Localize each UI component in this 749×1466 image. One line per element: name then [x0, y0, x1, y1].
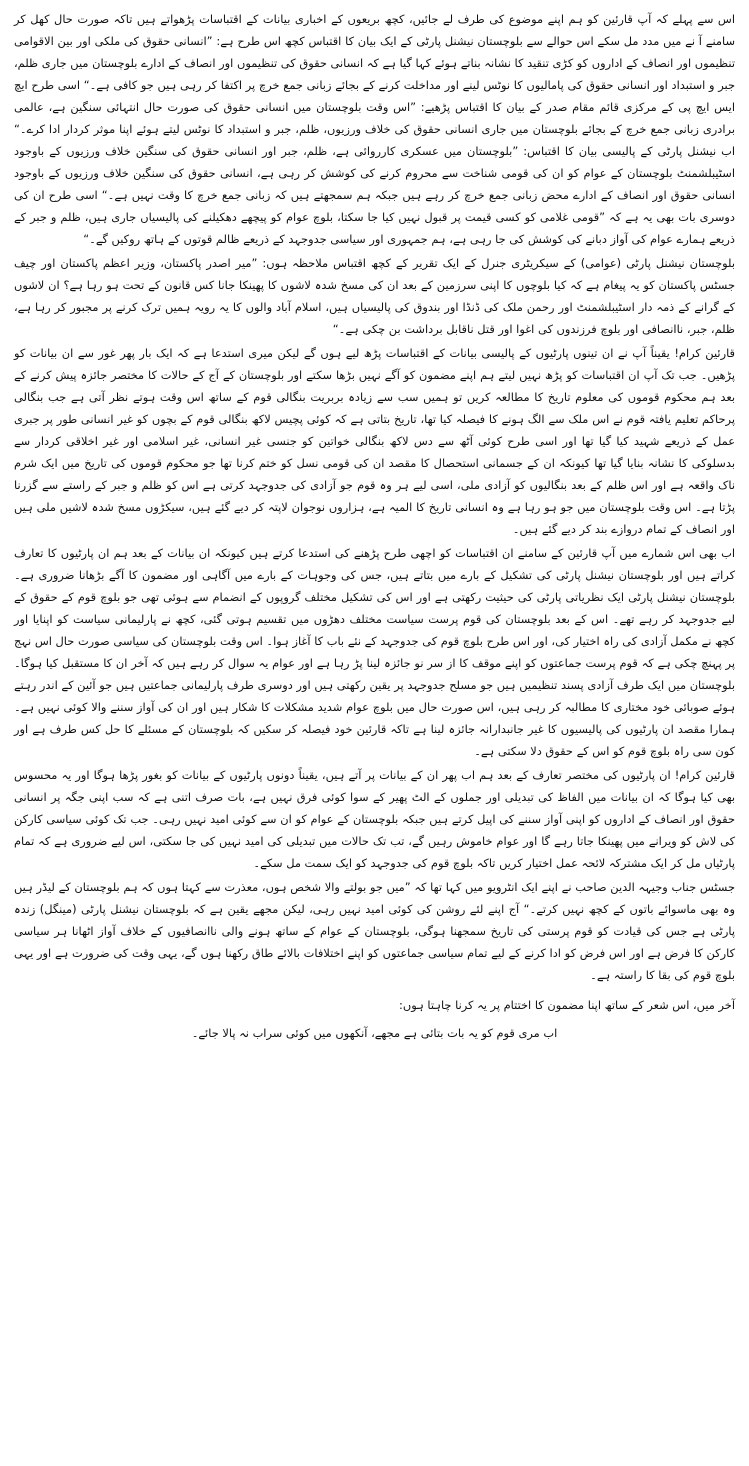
article-paragraph: جسٹس جناب وجیہہ الدین صاحب نے اپنے ایک انٹرویو میں کہا تھا کہ ”میں جو بولتے والا شخص ہوں، معذرت سے کہتا ہوں کہ ہم بلوچستان کے لیڈر ہیں وہ بھی ماسوائے باتوں کے کچھ نہیں کرتے۔“ آج اپنے لئے روشن کی کوئی امید نہیں رہی، لیکن مجھے یقین ہے کہ بلوچستان نیشنل پارٹی (مینگل) زندہ پارٹی ہے جس کی قیادت کو قوم پرستی کی تاریخ سمجھنا ہوگی، بلوچستان کے عوام کے ساتھ ہونے والی ناانصافیوں کے خلاف آواز اٹھانا ہر سیاسی کارکن کا فرض ہے اور اس فرض کو ادا کرنے کے لیے تمام سیاسی جماعتوں کو اپنے اختلافات بالائے طاق رکھنا ہوں گے، یہی وقت کی ضرورت ہے اور یہی بلوچ قوم کی بقا کا راستہ ہے۔ [14, 880, 735, 982]
closing-verse: اب مری قوم کو یہ بات بتائی ہے مجھے، آنکھوں میں کوئی سراب نہ پالا جائے۔ [191, 1026, 558, 1040]
article-paragraph: اس سے پہلے کہ آپ قارئین کو ہم اپنے موضوع کی طرف لے جائیں، کچھ بریعوں کے اخباری بیانات کے اقتباسات پڑھواتے ہیں تاکہ صورت حال کھل کر سامنے آ نے میں مدد مل سکے اس حوالے سے بلوچستان نیشنل پارٹی کے ایک بیان کا اقتباس کچھ اس طرح ہے: ”انسانی حقوق کی ملکی اور بین الاقوامی تنظیموں اور انصاف کے اداروں کو کڑی تنقید کا نشانہ بناتے ہوئے کہا گیا ہے کہ انسانی حقوق کی تنظیموں اور انصاف کے ادارے بلوچستان میں جاری ظلم، جبر و استبداد اور انسانی حقوق کی پامالیوں کا نوٹس لینے اور مداخلت کرنے کے بجائے زبانی جمع خرچ پر اکتفا کر رہی ہیں جو کافی ہے۔“ اسی طرح ایچ ایس ایچ پی کے مرکزی قائم مقام صدر کے بیان کا اقتباس پڑھیے: ”اس وقت بلوچستان میں انسانی حقوق کی صورت حال انتہائی سنگین ہے، عالمی برادری زبانی جمع خرچ کے بجائے بلوچستان میں جاری انسانی حقوق کی خلاف ورزیوں، ظلم، جبر و استبداد کا نوٹس لیتے ہوئے اپنا موثر کردار ادا کرے۔“ اب نیشنل پارٹی کے پالیسی بیان کا اقتباس: ”بلوچستان میں عسکری کارروائی ہے، ظلم، جبر اور انسانی حقوق کی سنگین خلاف ورزیوں کے باوجود اسٹیبلشمنٹ بلوچستان کے عوام کو ان کی قومی شناخت سے محروم کرنے کی کوشش کر رہی ہے، انسانی حقوق کی سنگین خلاف ورزیوں کے باوجود انسانی حقوق اور انصاف کے ادارے محض زبانی جمع خرچ کر رہے ہیں جبکہ ہم سمجھتے ہیں کہ زبانی جمع خرچ کا وقت نہیں ہے۔“ اسی طرح ان کی دوسری بات بھی یہ ہے کہ ”قومی غلامی کو کسی قیمت پر قبول نہیں کیا جا سکتا، بلوچ عوام کو پیچھے دھکیلنے کی پالیسیاں جاری ہیں، ظلم و جبر کے ذریعے ہمارے عوام کی آواز دبانے کی کوشش کی جا رہی ہے، ہم جمہوری اور سیاسی جدوجہد کے ذریعے ظالم قوتوں کے ہاتھ روکیں گے۔“ [14, 12, 735, 246]
article-paragraph: اب بھی اس شمارے میں آپ قارئین کے سامنے ان اقتباسات کو اچھی طرح پڑھنے کی استدعا کرتے ہیں کیونکہ ان بیانات کے بعد ہم ان پارٹیوں کا تعارف کراتے ہیں اور بلوچستان نیشنل پارٹی کی تشکیل کے بارے میں بتاتے ہیں، جس کی وجوہات کے بارے میں آگاہی اور مضمون کا آگے بڑھانا ضروری ہے۔ بلوچستان نیشنل پارٹی ایک نظریاتی پارٹی کی حیثیت رکھتی ہے اور اس کی تشکیل مختلف گروپوں کے انضمام سے ہوئی تھی جو بلوچ قوم کے حقوق کے لیے جدوجہد کر رہے تھے۔ اس کے بعد بلوچستان کی قوم پرست سیاست مختلف دھڑوں میں تقسیم ہوتی گئی، کچھ نے پارلیمانی سیاست کو اپنایا اور کچھ نے مکمل آزادی کی راہ اختیار کی، اور اس طرح بلوچ قوم کی جدوجہد کے نئے باب کا آغاز ہوا۔ اس وقت بلوچستان کی سیاسی صورت حال اس نہج پر پہنچ چکی ہے کہ قوم پرست جماعتوں کو اپنے موقف کا از سر نو جائزہ لینا پڑ رہا ہے اور عوام یہ سوال کر رہے ہیں کہ آخر ان کا مستقبل کیا ہوگا۔ بلوچستان میں ایک طرف آزادی پسند تنظیمیں ہیں جو مسلح جدوجہد پر یقین رکھتی ہیں اور دوسری طرف پارلیمانی جماعتیں ہیں جو آئین کے اندر رہتے ہوئے صوبائی خود مختاری کا مطالبہ کر رہی ہیں، اس صورت حال میں بلوچ عوام شدید مشکلات کا شکار ہیں اور ان کی آواز سننے والا کوئی نہیں ہے۔ ہمارا مقصد ان پارٹیوں کی پالیسیوں کا غیر جانبدارانہ جائزہ لینا ہے تاکہ قارئین خود فیصلہ کر سکیں کہ بلوچستان کے مسئلے کا حل کس طرف ہے اور کون سی راہ بلوچ قوم کو اس کے حقوق دلا سکتی ہے۔ [14, 546, 735, 758]
article-paragraph: قارئین کرام! ان پارٹیوں کی مختصر تعارف کے بعد ہم اب پھر ان کے بیانات پر آتے ہیں، یقیناً دونوں پارٹیوں کے بیانات کو بغور پڑھا ہوگا اور یہ محسوس بھی کیا ہوگا کہ ان بیانات میں الفاظ کی تبدیلی اور جملوں کے الٹ پھیر کے سوا کوئی فرق نہیں ہے، بات صرف اتنی ہے کہ سب اپنی جگہ پر انسانی حقوق اور انصاف کے اداروں کو اپنی آواز سننے کی اپیل کرتے ہیں جبکہ بلوچستان کے عوام کو ان سے کوئی امید نہیں رہی۔ جب تک کوئی سیاسی کارکن کی لاش کو ویرانے میں پھینکا جاتا رہے گا اور عوام خاموش رہیں گے، تب تک حالات میں تبدیلی کی امید نہیں کی جا سکتی، اس لیے ضروری ہے کہ تمام پارٹیاں مل کر ایک مشترکہ لائحہ عمل اختیار کریں تاکہ بلوچ قوم کی جدوجہد کو ایک سمت مل سکے۔ [14, 768, 735, 870]
closing-lead: آخر میں، اس شعر کے ساتھ اپنا مضمون کا اختتام پر یہ کرنا چاہتا ہوں: [399, 998, 735, 1012]
article-paragraph: قارئین کرام! یقیناً آپ نے ان تینوں پارٹیوں کے پالیسی بیانات کے اقتباسات پڑھ لیے ہوں گے لیکن میری استدعا ہے کہ ایک بار پھر غور سے ان بیانات کو پڑھیں۔ جب تک آپ ان اقتباسات کو پڑھ نہیں لیتے ہم اپنے مضمون کو آگے نہیں بڑھا سکتے اور بلوچستان کے آج کے حالات کا مختصر جائزہ پیش کرنے کے بعد ہم محکوم قوموں کی معلوم تاریخ کا مطالعہ کریں تو ہمیں سب سے زیادہ بربریت بنگالی قوم کے ساتھ اس وقت ہوتے نظر آتی ہے جب بنگالی پرحاکم تعلیم یافتہ قوم نے اس ملک سے الگ ہونے کا فیصلہ کیا تھا، تاریخ بتاتی ہے کہ کوئی پچیس لاکھ بنگالی قوم کے بچوں کو غیر انسانی طور پر جبری عمل کے ذریعے شہید کیا گیا تھا اور اسی طرح کوئی آٹھ سے دس لاکھ بنگالی خواتین کو جنسی غیر انسانی، غیر اسلامی اور غیر اخلاقی کردار سے بدسلوکی کا نشانہ بنایا گیا تھا کیونکہ ان کے جسمانی استحصال کا مقصد ان کی قومی نسل کو ختم کرنا تھا جو محکوم قوموں کی تاریخ میں ایک شرم ناک واقعہ ہے اور اس ظلم کے بعد بنگالیوں کو آزادی ملی، اسی لیے ہر وہ قوم جو آزادی کی جدوجہد کرتی ہے اس کو ظلم و جبر کے راستے سے گزرنا پڑتا ہے۔ اس وقت بلوچستان میں جو ہو رہا ہے وہ انسانی تاریخ کا المیہ ہے، ہزاروں نوجوان لاپتہ کر دیے گئے ہیں، سیکڑوں مسخ شدہ لاشیں ملی ہیں اور انصاف کے تمام دروازے بند کر دیے گئے ہیں۔ [14, 346, 735, 536]
article-paragraph: بلوچستان نیشنل پارٹی (عوامی) کے سیکریٹری جنرل کے ایک تقریر کے کچھ اقتباس ملاحظہ ہوں: ”میر اصدر پاکستان، وزیر اعظم پاکستان اور چیف جسٹس پاکستان کو یہ پیغام ہے کہ کیا بلوچوں کا اپنی سرزمین کے بعد ان کی مسخ شدہ لاشوں کا پھینکا جانا کس قانون کے تحت ہو رہا ہے؟ ان لاشوں کے گرانے کے ذمہ دار اسٹیبلشمنٹ اور رحمن ملک کی ڈنڈا اور بندوق کی پالیسیاں ہیں، اسلام آباد والوں کا یہ رویہ ہمیں ترک کرنے پر مجبور کر رہا ہے، ظلم، جبر، ناانصافی اور بلوچ فرزندوں کی اغوا اور قتل ناقابل برداشت بن چکی ہے۔“ [14, 256, 735, 336]
